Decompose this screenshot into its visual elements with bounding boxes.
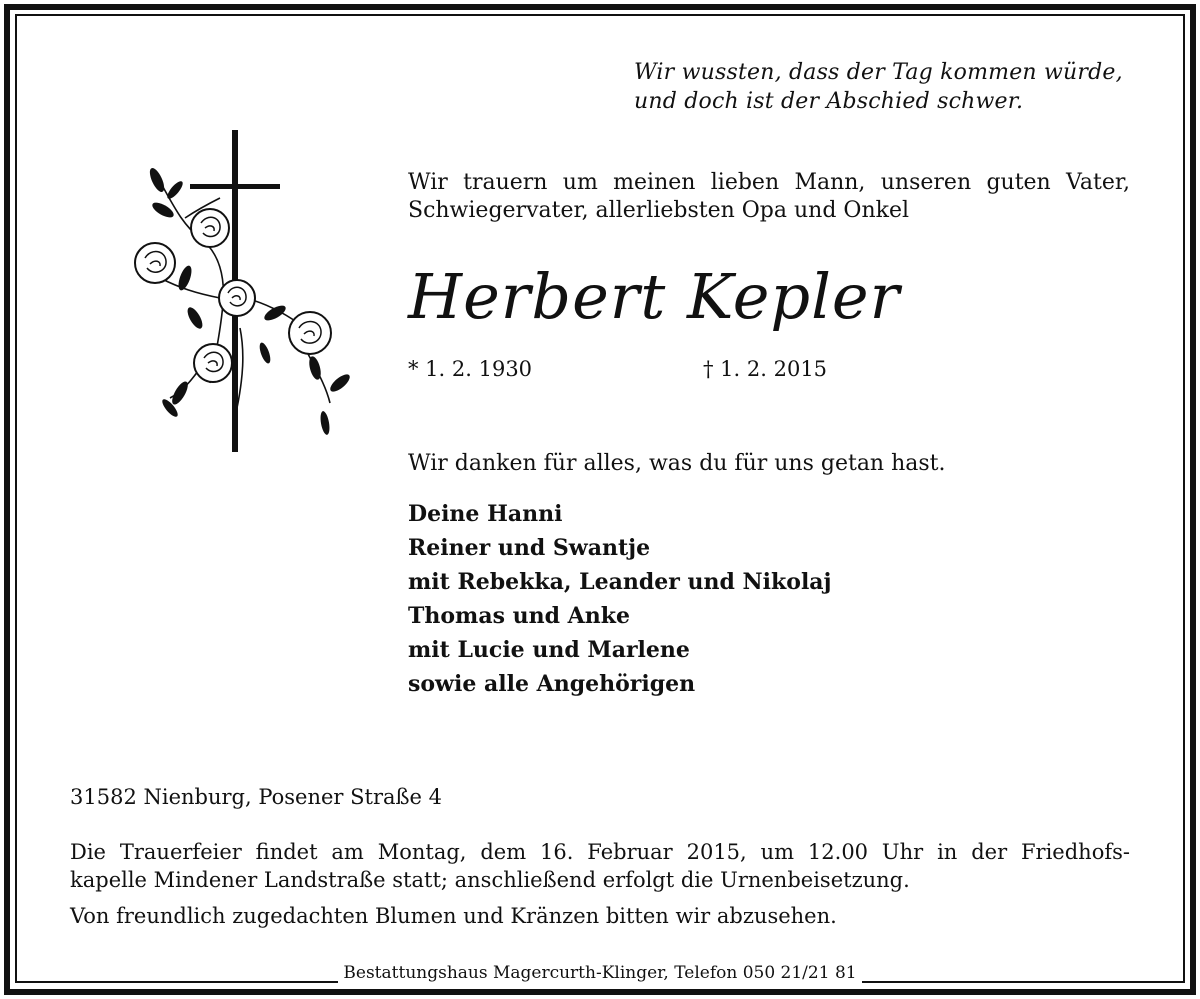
intro-line-2: Schwiegervater, allerliebsten Opa und Onkel [408, 198, 910, 223]
family-signatures [408, 497, 832, 701]
birth-date: * 1. 2. 1930 [408, 357, 533, 381]
ceremony-notice [70, 838, 1130, 894]
quote-line-1: Wir wussten, dass der Tag kommen würde, [634, 60, 1123, 85]
opening-quote [634, 58, 1123, 116]
family-member-line: mit Rebekka, Leander und Nikolaj [408, 569, 832, 595]
death-date: † 1. 2. 2015 [703, 357, 828, 381]
mourning-intro [408, 169, 1130, 225]
intro-line-1: Wir trauern um meinen lieben Mann, unseren guten Vater, [408, 170, 1130, 195]
thanks-line: Wir danken für alles, was du für uns getan hast. [408, 451, 946, 476]
deceased-name: Herbert Kepler [408, 260, 901, 333]
family-member-line: sowie alle Angehörigen [408, 671, 696, 697]
quote-line-2: und doch ist der Abschied schwer. [634, 89, 1024, 114]
family-member-line: Thomas und Anke [408, 603, 630, 629]
family-member-line: Deine Hanni [408, 501, 563, 527]
address: 31582 Nienburg, Posener Straße 4 [70, 785, 442, 809]
ceremony-line-2: kapelle Mindener Landstraße statt; anschließend erfolgt die Urnenbeisetzung. [70, 868, 910, 892]
family-member-line: mit Lucie und Marlene [408, 637, 690, 663]
funeral-home-footer [19, 962, 1181, 984]
flowers-note: Von freundlich zugedachten Blumen und Kränzen bitten wir abzusehen. [70, 904, 837, 928]
ceremony-line-1: Die Trauerfeier findet am Montag, dem 16. Februar 2015, um 12.00 Uhr in der Friedhofs- [70, 840, 1130, 864]
family-member-line: Reiner und Swantje [408, 535, 651, 561]
cross-with-roses-icon [125, 128, 360, 458]
funeral-home-text: Bestattungshaus Magercurth-Klinger, Telefon 050 21/21 81 [338, 963, 861, 983]
